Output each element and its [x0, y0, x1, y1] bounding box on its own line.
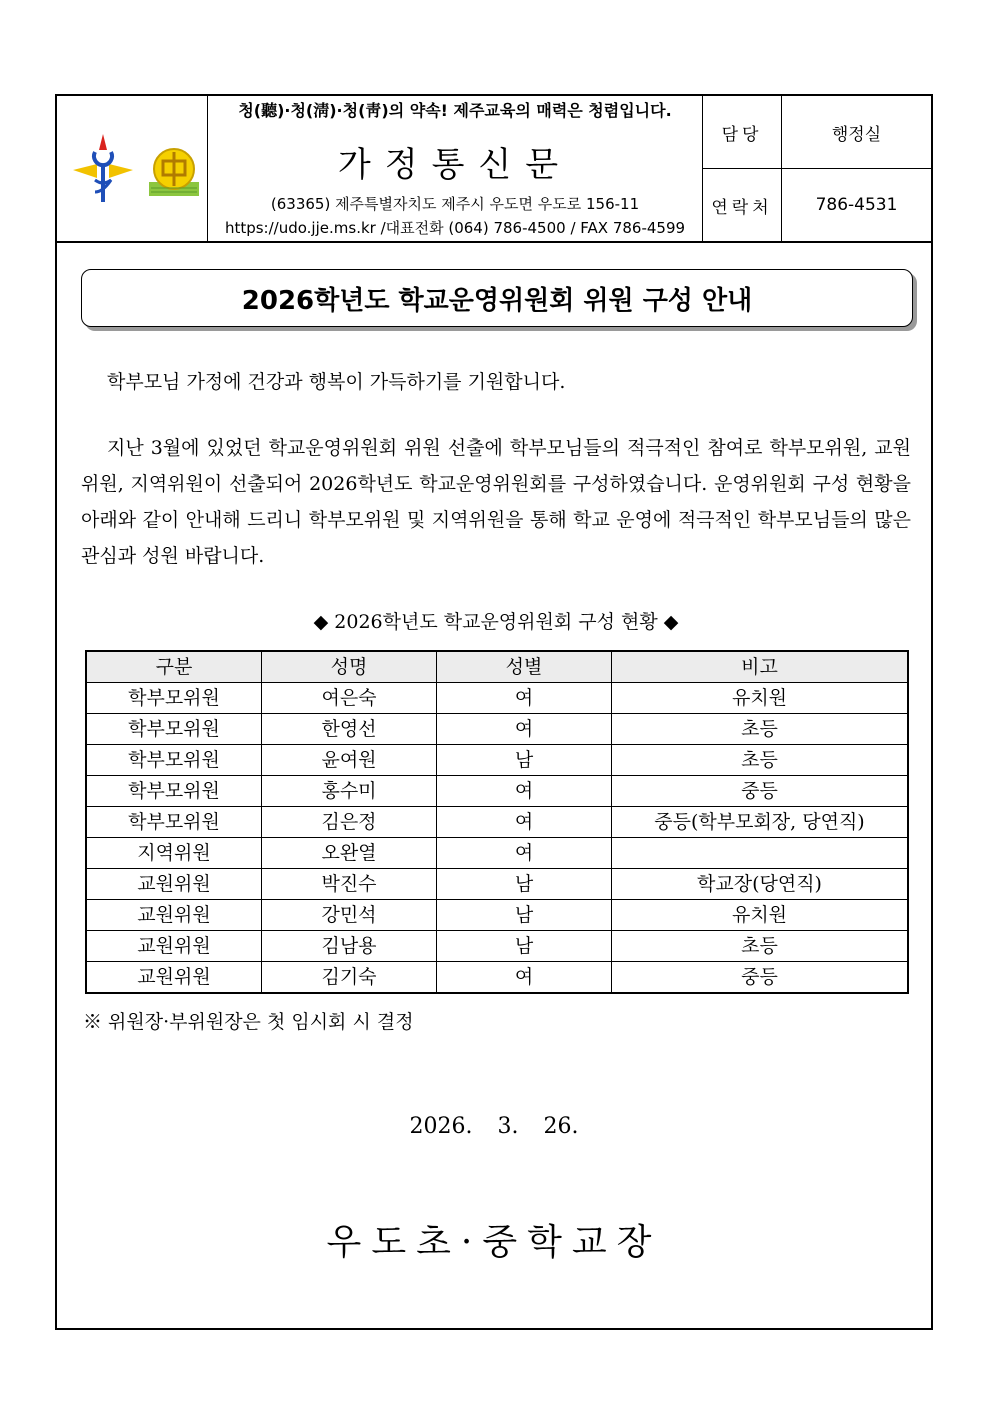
header-gender: 성별 [437, 651, 612, 683]
table-row [86, 807, 908, 838]
headline: 2026학년도 학교운영위원회 위원 구성 안내 [81, 269, 913, 327]
cell-gender: 여 [437, 714, 612, 745]
cell-remarks: 중등 [612, 776, 909, 807]
header-name: 성명 [262, 651, 437, 683]
table-row [86, 962, 908, 994]
committee-table [85, 650, 909, 994]
cell-gender: 여 [437, 962, 612, 994]
emblem-icon [73, 134, 133, 204]
cell-remarks: 유치원 [612, 900, 909, 931]
cell-gender: 여 [437, 838, 612, 869]
cell-remarks: 초등 [612, 931, 909, 962]
cell-name: 윤여원 [262, 745, 437, 776]
cell-category: 학부모위원 [86, 714, 262, 745]
document-frame [55, 94, 933, 1330]
table-title: ◆ 2026학년도 학교운영위원회 구성 현황 ◆ [313, 611, 679, 633]
newsletter-title: 가정통신문 [337, 145, 573, 185]
cell-category: 지역위원 [86, 838, 262, 869]
cell-name: 오완열 [262, 838, 437, 869]
body-paragraph: 지난 3월에 있었던 학교운영위원회 위원 선출에 학부모님들의 적극적인 참여로 학부모위원, 교원위원, 지역위원이 선출되어 2026학년도 학교운영위원회를 구성하였습니다. 운영위원회 구성 현황을 아래와 같이 안내해 드리니 학부모위원 및 지역위원을 통해 학교 운영에 적극적인 학부모님들의 많은 관심과 성원 바랍니다. [81, 437, 911, 567]
table-row [86, 714, 908, 745]
cell-remarks: 중등 [612, 962, 909, 994]
table-row [86, 838, 908, 869]
cell-remarks: 중등(학부모회장, 당연직) [612, 807, 909, 838]
school-crest-icon [147, 144, 201, 198]
cell-remarks: 유치원 [612, 683, 909, 714]
contact-info-grid [703, 96, 931, 241]
phone-label: 연락처 [703, 169, 782, 241]
cell-name: 김은정 [262, 807, 437, 838]
cell-name: 여은숙 [262, 683, 437, 714]
school-contact-line: https://udo.jje.ms.kr /대표전화 (064) 786-4500 / FAX 786-4599 [224, 219, 686, 237]
phone-value: 786-4531 [815, 195, 898, 215]
cell-category: 학부모위원 [86, 776, 262, 807]
department-label: 담당 [703, 96, 782, 168]
table-row [86, 745, 908, 776]
cell-gender: 여 [437, 683, 612, 714]
department-value: 행정실 [831, 124, 882, 145]
logo-area [57, 96, 208, 241]
info-row-phone [703, 169, 931, 241]
header-remarks: 비고 [612, 651, 909, 683]
cell-name: 김남용 [262, 931, 437, 962]
cell-name: 홍수미 [262, 776, 437, 807]
cell-category: 교원위원 [86, 931, 262, 962]
greeting-text: 학부모님 가정에 건강과 행복이 가득하기를 기원합니다. [107, 371, 566, 393]
footnote: ※ 위원장·부위원장은 첫 임시회 시 결정 [83, 1011, 414, 1033]
table-row [86, 931, 908, 962]
info-row-department [703, 96, 931, 169]
cell-category: 교원위원 [86, 900, 262, 931]
cell-gender: 여 [437, 807, 612, 838]
cell-remarks: 학교장(당연직) [612, 869, 909, 900]
cell-category: 교원위원 [86, 869, 262, 900]
table-row [86, 776, 908, 807]
cell-gender: 남 [437, 745, 612, 776]
cell-category: 학부모위원 [86, 807, 262, 838]
table-row [86, 869, 908, 900]
cell-category: 교원위원 [86, 962, 262, 994]
cell-name: 박진수 [262, 869, 437, 900]
cell-gender: 남 [437, 931, 612, 962]
cell-name: 김기숙 [262, 962, 437, 994]
cell-gender: 남 [437, 869, 612, 900]
letterhead [57, 96, 931, 243]
cell-gender: 여 [437, 776, 612, 807]
header-category: 구분 [86, 651, 262, 683]
slogan: 청(聽)·청(淸)·청(靑)의 약속! 제주교육의 매력은 청렴입니다. [238, 101, 672, 120]
title-area [208, 96, 703, 241]
cell-category: 학부모위원 [86, 745, 262, 776]
issue-date: 2026. 3. 26. [409, 1114, 579, 1139]
table-header-row [86, 651, 908, 683]
cell-remarks: 초등 [612, 714, 909, 745]
cell-category: 학부모위원 [86, 683, 262, 714]
signer: 우도초·중학교장 [326, 1222, 662, 1263]
cell-remarks [612, 838, 909, 869]
cell-gender: 남 [437, 900, 612, 931]
cell-remarks: 초등 [612, 745, 909, 776]
table-row [86, 900, 908, 931]
school-address: (63365) 제주특별자치도 제주시 우도면 우도로 156-11 [270, 195, 640, 213]
cell-name: 한영선 [262, 714, 437, 745]
cell-name: 강민석 [262, 900, 437, 931]
table-row [86, 683, 908, 714]
